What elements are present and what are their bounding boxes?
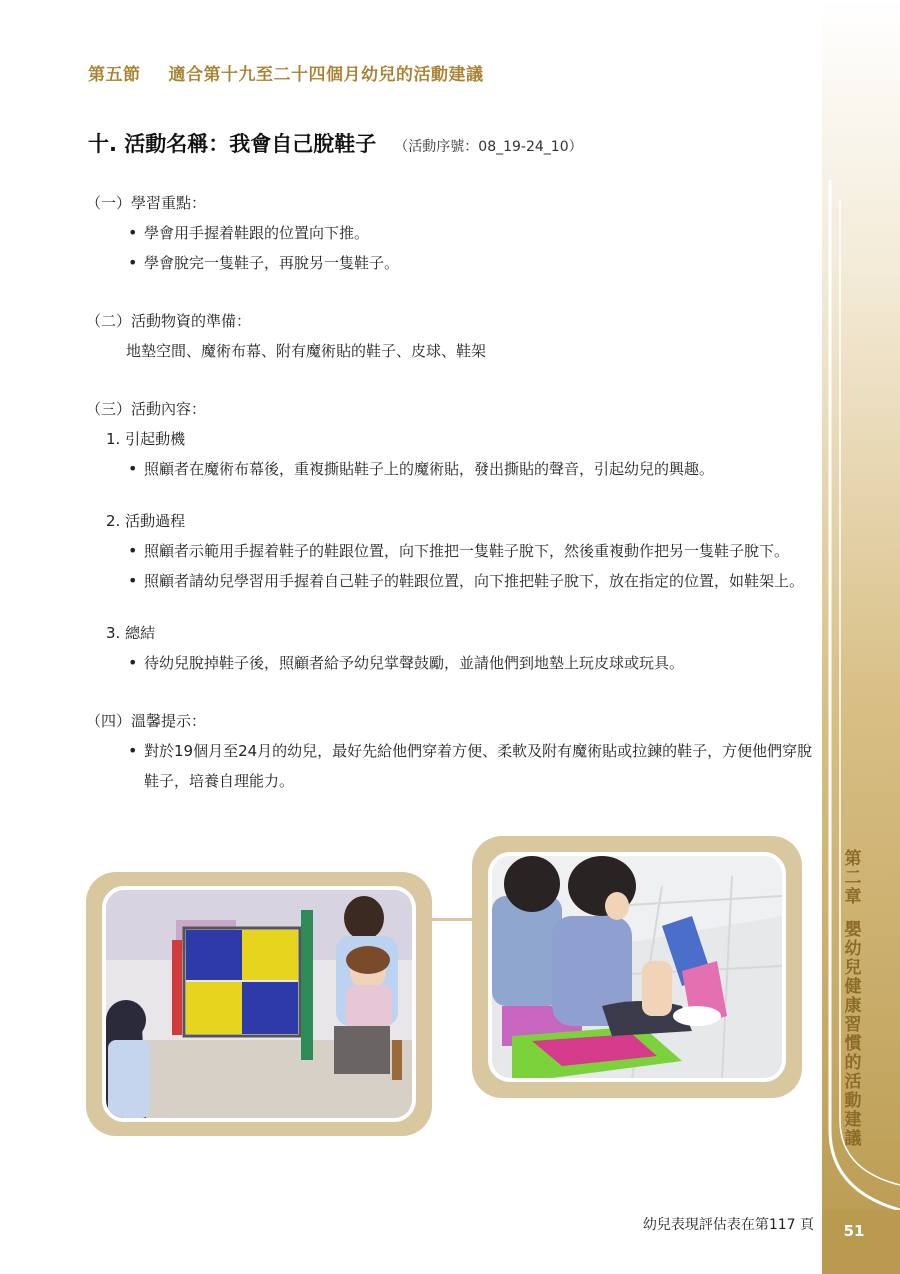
- list-item: • 照顧者請幼兒學習用手握着自己鞋子的鞋跟位置，向下推把鞋子脫下，放在指定的位置，如鞋架上。: [128, 566, 818, 596]
- materials-block: [86, 306, 818, 366]
- learning-focus-heading: （一）學習重點：: [86, 194, 207, 212]
- activity-title: [88, 128, 583, 158]
- activity-content: [86, 188, 818, 824]
- content-heading: （三）活動內容：: [86, 400, 207, 418]
- content-section-list: [86, 536, 818, 596]
- photo-connector: [430, 918, 474, 921]
- photo-caregiver-demo: [102, 886, 416, 1122]
- chapter-label: 第二章: [844, 849, 862, 907]
- activity-serial: （活動序號：08_19-24_10）: [394, 139, 583, 155]
- photo-caregiver-demo-image: [106, 890, 412, 1118]
- list-item: • 照顧者在魔術布幕後，重複撕貼鞋子上的魔術貼，發出撕貼的聲音，引起幼兒的興趣。: [128, 454, 818, 484]
- activity-name: 十. 活動名稱：我會自己脫鞋子: [88, 132, 377, 156]
- list-item: • 待幼兒脫掉鞋子後，照顧者給予幼兒掌聲鼓勵，並請他們到地墊上玩皮球或玩具。: [128, 648, 818, 678]
- content-section-list: [86, 454, 818, 484]
- list-item: • 照顧者示範用手握着鞋子的鞋跟位置，向下推把一隻鞋子脫下，然後重複動作把另一隻鞋子脫下。: [128, 536, 818, 566]
- photo-child-removing-shoes-image: [492, 856, 782, 1078]
- chapter-title: 嬰幼兒健康習慣的活動建議: [844, 920, 862, 1149]
- list-item: • 學會用手握着鞋跟的位置向下推。: [128, 218, 818, 248]
- learning-focus-block: [86, 188, 818, 278]
- content-section-list: [86, 648, 818, 678]
- content-section-title: 3. 總結: [106, 624, 156, 642]
- photo-frame-left: [86, 872, 432, 1136]
- chapter-vertical-title: [838, 850, 868, 1149]
- tips-list: [86, 736, 818, 796]
- tips-heading: （四）溫馨提示：: [86, 712, 207, 730]
- content-section-motivation: [86, 424, 818, 484]
- page-number-box: [822, 1210, 900, 1274]
- photo-frame-right: [472, 836, 802, 1098]
- content-section-title: 2. 活動過程: [106, 512, 186, 530]
- section-title: 適合第十九至二十四個月幼兒的活動建議: [168, 65, 484, 85]
- content-block: [86, 394, 818, 678]
- page-number: 51: [843, 1222, 865, 1240]
- learning-focus-list: [86, 218, 818, 278]
- materials-text: 地墊空間、魔術布幕、附有魔術貼的鞋子、皮球、鞋架: [126, 342, 487, 360]
- assessment-reference: 幼兒表現評估表在第117 頁: [642, 1217, 814, 1233]
- materials-heading: （二）活動物資的準備：: [86, 312, 252, 330]
- list-item: • 對於19個月至24月的幼兒，最好先給他們穿着方便、柔軟及附有魔術貼或拉鍊的鞋子，方便他們穿脫鞋子，培養自理能力。: [128, 736, 818, 796]
- tips-block: [86, 706, 818, 796]
- content-section-summary: [86, 618, 818, 678]
- content-section-title: 1. 引起動機: [106, 430, 186, 448]
- section-label: 第五節: [88, 65, 141, 85]
- photo-child-removing-shoes: [488, 852, 786, 1082]
- section-header: [88, 60, 484, 85]
- list-item: • 學會脫完一隻鞋子，再脫另一隻鞋子。: [128, 248, 818, 278]
- content-section-process: [86, 506, 818, 596]
